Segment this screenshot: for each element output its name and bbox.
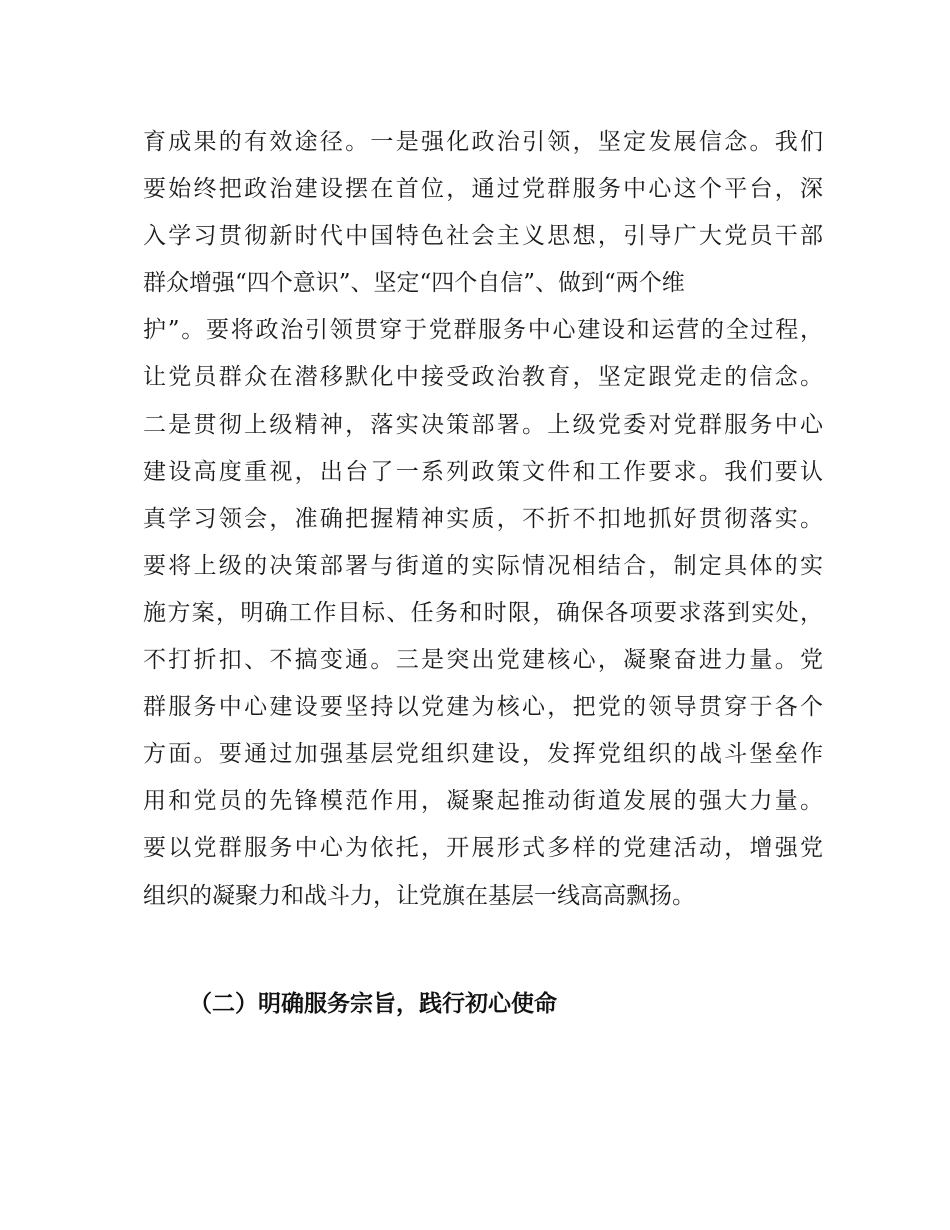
paragraph-line: 真学习领会，准确把握精神实质，不折不扣地抓好贯彻落实。 xyxy=(143,505,823,532)
paragraph-line: 要始终把政治建设摆在首位，通过党群服务中心这个平台，深 xyxy=(143,176,823,203)
paragraph-line: 建设高度重视，出台了一系列政策文件和工作要求。我们要认 xyxy=(143,458,823,485)
body-paragraph xyxy=(143,119,823,920)
section-heading: （二）明确服务宗旨，践行初心使命 xyxy=(189,991,557,1017)
paragraph-line: 不打折扣、不搞变通。三是突出党建核心，凝聚奋进力量。党 xyxy=(143,647,823,674)
paragraph-line: 育成果的有效途径。一是强化政治引领，坚定发展信念。我们 xyxy=(143,129,823,155)
paragraph-line: 入学习贯彻新时代中国特色社会主义思想，引导广大党员干部 xyxy=(143,223,823,250)
paragraph-line: 用和党员的先锋模范作用，凝聚起推动街道发展的强大力量。 xyxy=(143,788,823,815)
paragraph-line: 要以党群服务中心为依托，开展形式多样的党建活动，增强党 xyxy=(143,835,823,862)
paragraph-line: 施方案，明确工作目标、任务和时限，确保各项要求落到实处， xyxy=(143,599,823,626)
paragraph-line: 群服务中心建设要坚持以党建为核心，把党的领导贯穿于各个 xyxy=(143,694,823,721)
paragraph-line: 二是贯彻上级精神，落实决策部署。上级党委对党群服务中心 xyxy=(143,411,823,438)
paragraph-line: 让党员群众在潜移默化中接受政治教育，坚定跟党走的信念。 xyxy=(143,364,823,391)
paragraph-line: 护”。要将政治引领贯穿于党群服务中心建设和运营的全过程， xyxy=(143,317,823,344)
paragraph-line: 方面。要通过加强基层党组织建设，发挥党组织的战斗堡垒作 xyxy=(143,741,823,768)
paragraph-line: 群众增强“四个意识”、坚定“四个自信”、做到“两个维 xyxy=(143,270,685,297)
paragraph-line: 组织的凝聚力和战斗力，让党旗在基层一线高高飘扬。 xyxy=(143,882,695,909)
paragraph-line: 要将上级的决策部署与街道的实际情况相结合，制定具体的实 xyxy=(143,552,823,579)
